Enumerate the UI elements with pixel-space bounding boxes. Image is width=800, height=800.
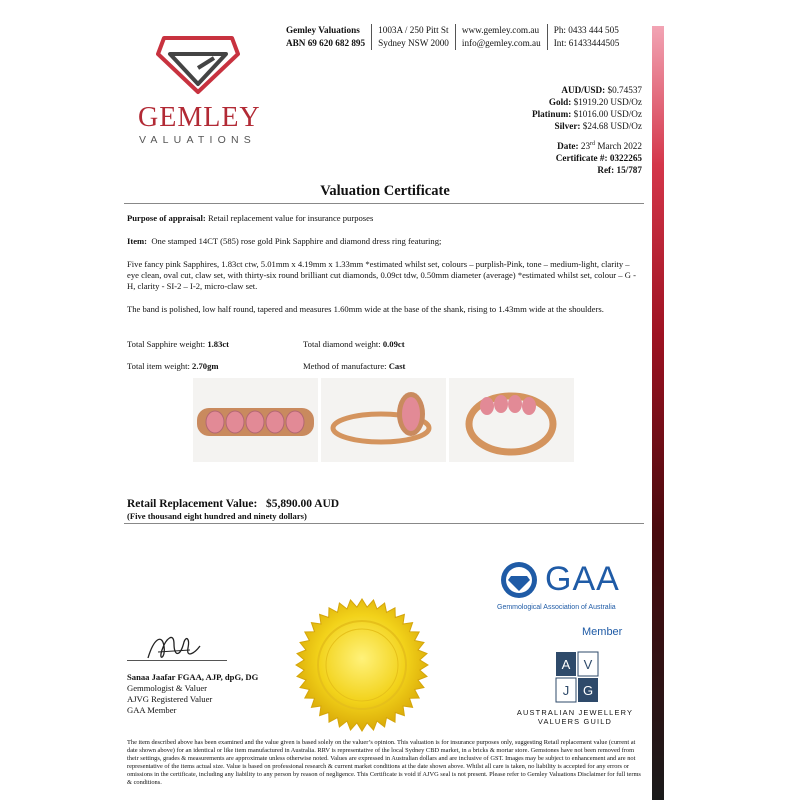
date-row bbox=[556, 138, 642, 152]
date-day: 23 bbox=[580, 141, 591, 152]
signature-icon bbox=[140, 628, 210, 668]
gold-seal-icon bbox=[295, 598, 429, 732]
purpose-paragraph bbox=[127, 213, 642, 224]
item-weight bbox=[127, 361, 219, 371]
sapphire-weight-value: 1.83ct bbox=[207, 339, 230, 349]
contact-phone-col bbox=[548, 24, 626, 50]
retail-value-amount: $5,890.00 AUD bbox=[265, 498, 340, 510]
contact-address-col bbox=[372, 24, 456, 50]
item-label: Item: bbox=[127, 236, 148, 246]
valuer-role-2: AJVG Registered Valuer bbox=[127, 694, 213, 704]
value-divider bbox=[124, 523, 644, 524]
item-weight-value: 2.70gm bbox=[192, 361, 219, 371]
diamond-weight bbox=[303, 339, 405, 349]
gold-row bbox=[532, 96, 642, 108]
audusd-value: $0.74537 bbox=[607, 85, 642, 95]
ajvg-logo bbox=[500, 650, 650, 726]
item-paragraph bbox=[127, 236, 642, 247]
certificate-value: 0322265 bbox=[609, 153, 642, 164]
document-title: Valuation Certificate bbox=[320, 183, 450, 199]
certificate-row bbox=[556, 152, 642, 164]
purpose-label: Purpose of appraisal: bbox=[127, 213, 206, 223]
audusd-label: AUD/USD: bbox=[561, 85, 606, 95]
method-value: Cast bbox=[388, 361, 406, 371]
gold-value: $1919.20 USD/Oz bbox=[573, 97, 642, 107]
item-text: One stamped 14CT (585) rose gold Pink Sapphire and diamond dress ring featuring; bbox=[151, 236, 442, 246]
ring-photo-back bbox=[449, 378, 574, 462]
ref-value: 15/787 bbox=[616, 165, 642, 176]
silver-row bbox=[532, 120, 642, 132]
company-abn: ABN 69 620 682 895 bbox=[286, 38, 366, 48]
ring-photo-top bbox=[193, 378, 318, 462]
gaa-logo bbox=[497, 560, 637, 638]
retail-value-label: Retail Replacement Value: bbox=[127, 498, 258, 510]
method-label: Method of manufacture: bbox=[303, 361, 387, 371]
gaa-member-label: Member bbox=[582, 626, 623, 638]
certificate-label: Certificate #: bbox=[555, 153, 608, 164]
email-link[interactable]: info@gemley.com.au bbox=[461, 38, 541, 48]
platinum-label: Platinum: bbox=[531, 109, 572, 119]
contact-company-col bbox=[286, 24, 372, 50]
item-weight-label: Total item weight: bbox=[127, 361, 190, 371]
manufacture-method bbox=[303, 361, 405, 371]
valuer-name: Sanaa Jaafar FGAA, AJP, dpG, DG bbox=[127, 672, 259, 682]
silver-label: Silver: bbox=[554, 121, 581, 131]
title-divider bbox=[124, 203, 644, 204]
address-line1: 1003A / 250 Pitt St bbox=[378, 25, 449, 35]
intl-phone-number: Int: 61433444505 bbox=[553, 38, 620, 48]
gaa-full-name: Gemmological Association of Australia bbox=[497, 604, 616, 611]
ring-photo-side bbox=[321, 378, 446, 462]
ajvg-letter-v: V bbox=[583, 657, 593, 672]
description-paragraph: Five fancy pink Sapphires, 1.83ct ctw, 5.01mm x 4.19mm x 1.33mm *estimated whilst set, colours – purplish-Pink, tone – medium-light, clarity – eye clean, oval cut, claw set, with thirty-six round brilliant cut diamonds, 0.09ct tdw, 0.50mm diameter (average) *estimated whilst set, colour – G - H, clarity - SI-2 – I-2, micro-claw set. bbox=[127, 259, 636, 291]
ajvg-caption bbox=[515, 708, 635, 726]
ajvg-letter-j: J bbox=[562, 683, 570, 698]
company-name: Gemley Valuations bbox=[286, 25, 360, 35]
band-paragraph: The band is polished, low half round, tapered and measures 1.60mm wide at the base of the shank, rising to 1.43mm wide at the shoulders. bbox=[127, 304, 604, 314]
ring-photos bbox=[193, 378, 574, 462]
date-suffix: rd bbox=[590, 141, 596, 147]
metal-prices bbox=[532, 84, 642, 132]
certificate-meta bbox=[556, 138, 642, 176]
silver-value: $24.68 USD/Oz bbox=[582, 121, 642, 131]
ajvg-caption-line2: VALUERS GUILD bbox=[537, 717, 613, 726]
date-rest: March 2022 bbox=[597, 141, 642, 152]
contact-web-col bbox=[456, 24, 548, 50]
brand-name: GEMLEY bbox=[138, 102, 261, 133]
phone-number: Ph: 0433 444 505 bbox=[553, 25, 619, 35]
ajvg-emblem-icon bbox=[500, 650, 650, 706]
diamond-weight-value: 0.09ct bbox=[382, 339, 405, 349]
ref-row bbox=[556, 164, 642, 176]
signature-line bbox=[127, 660, 227, 661]
ajvg-caption-line1: AUSTRALIAN JEWELLERY bbox=[516, 708, 634, 717]
ajvg-letter-a: A bbox=[561, 657, 571, 672]
sapphire-weight bbox=[127, 339, 229, 349]
retail-value bbox=[127, 498, 339, 510]
date-label: Date: bbox=[557, 141, 579, 152]
platinum-row bbox=[532, 108, 642, 120]
address-line2: Sydney NSW 2000 bbox=[378, 38, 449, 48]
gaa-emblem-icon bbox=[497, 560, 541, 600]
diamond-logo-icon bbox=[156, 34, 240, 96]
valuer-details bbox=[127, 672, 258, 716]
gemley-logo bbox=[130, 34, 270, 146]
contact-header bbox=[286, 24, 625, 50]
gaa-acronym: GAA bbox=[545, 560, 620, 598]
diamond-weight-label: Total diamond weight: bbox=[303, 339, 381, 349]
ajvg-letter-g: G bbox=[582, 683, 594, 698]
decorative-side-band bbox=[652, 26, 664, 800]
purpose-text: Retail replacement value for insurance purposes bbox=[207, 213, 374, 223]
retail-value-words: (Five thousand eight hundred and ninety dollars) bbox=[127, 511, 307, 521]
valuer-role-1: Gemmologist & Valuer bbox=[127, 683, 208, 693]
platinum-value: $1016.00 USD/Oz bbox=[573, 109, 642, 119]
disclaimer-text: The item described above has been examined and the value given is based solely on the valuer’s opinion. This valuation is for insurance purposes only, suggesting Retail replacement value (current at date shown above) for an identical or like item manufactured in Australia. RRV is representative of the local Sydney CBD market, in a bricks & mortar store. Gemstones have not been removed from their settings, grades & measurements are approximate unless otherwise noted. Values are expressed in Australian dollars and are inclusive of GST. Images may be subject to enhancement and are not representative of the items actual size. Value is based on professional research & current market conditions at the date shown above. Whilst all care is taken, no liability is accepted for any errors or omissions in the certificate, including any liability to any person by reason of negligence. This Certificate is void if AJVG seal is not present. Please refer to Gemley Valuations Disclaimer for full terms & conditions. bbox=[127, 739, 641, 786]
audusd-row bbox=[532, 84, 642, 96]
gold-label: Gold: bbox=[548, 97, 572, 107]
valuer-role-3: GAA Member bbox=[127, 705, 177, 715]
website-link[interactable]: www.gemley.com.au bbox=[461, 25, 540, 35]
brand-tagline: VALUATIONS bbox=[139, 134, 256, 146]
ref-label: Ref: bbox=[597, 165, 615, 176]
sapphire-weight-label: Total Sapphire weight: bbox=[127, 339, 206, 349]
